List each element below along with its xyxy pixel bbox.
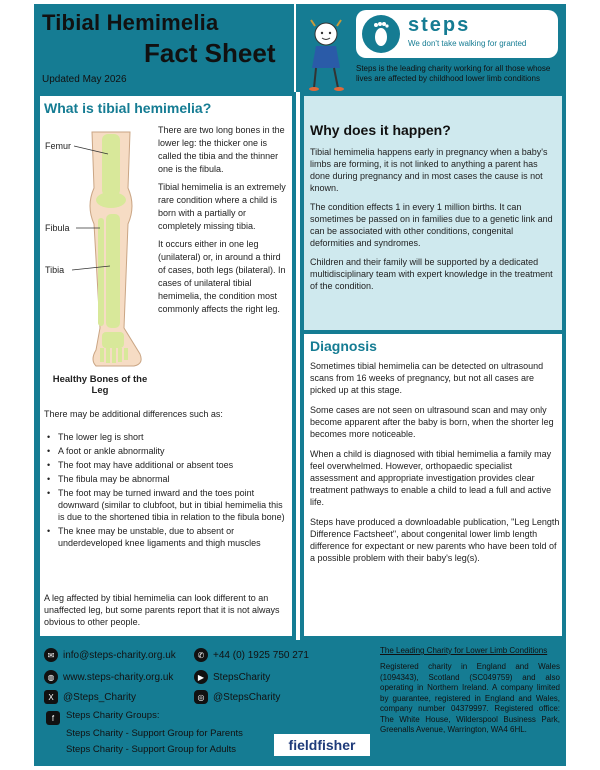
right-column — [300, 92, 566, 640]
youtube-handle[interactable]: StepsCharity — [213, 671, 271, 683]
what-title: What is tibial hemimelia? — [44, 100, 212, 116]
mascot-illustration — [300, 18, 354, 92]
instagram-contact[interactable] — [194, 690, 280, 704]
email-icon: ✉ — [44, 648, 58, 662]
tibia-label: Tibia — [45, 265, 65, 275]
list-item: • The fibula may be abnormal — [44, 473, 290, 485]
website-link[interactable]: www.steps-charity.org.uk — [63, 671, 174, 683]
logo-tagline: We don't take walking for granted — [408, 39, 527, 48]
website-contact[interactable] — [44, 670, 173, 684]
diagnosis-text — [310, 360, 560, 572]
brand-block — [296, 4, 566, 92]
instagram-handle[interactable]: @StepsCharity — [213, 691, 281, 703]
list-item: • A foot or ankle abnormality — [44, 445, 290, 457]
email-contact[interactable] — [44, 648, 176, 662]
leg-bones-diagram — [44, 128, 156, 398]
instagram-icon: ◎ — [194, 690, 208, 704]
diagnosis-paragraph: Steps have produced a downloadable publication, "Leg Length Difference Factsheet", about congenital lower limb length difference for expectant or new parents who have been told of a possible problem with their baby's leg(s). — [310, 517, 560, 563]
diagnosis-title: Diagnosis — [310, 338, 377, 354]
fibula-label: Fibula — [45, 223, 70, 233]
footer — [34, 640, 566, 766]
registration-heading: The Leading Charity for Lower Limb Conditions — [380, 646, 548, 655]
why-paragraph: Children and their family will be supported by a dedicated multidisciplinary team with expert knowledge in the treatment of the condition. — [310, 257, 553, 291]
facebook-icon: f — [46, 711, 60, 725]
intro-paragraph: It occurs either in one leg (unilateral) or, in around a third of cases, both legs (bilateral). In cases of unilateral tibial hemimelia, the condition most commonly affects the right leg. — [158, 239, 286, 314]
intro-paragraph: Tibial hemimelia is an extremely rare condition where a child is born with a partially or completely missing tibia. — [158, 182, 286, 231]
left-column — [34, 92, 296, 640]
differences-list — [44, 431, 290, 551]
email-link[interactable]: info@steps-charity.org.uk — [63, 649, 176, 661]
phone-contact[interactable] — [194, 648, 309, 662]
title-line-1: Tibial Hemimelia — [42, 10, 219, 35]
phone-number[interactable]: +44 (0) 1925 750 271 — [213, 649, 309, 661]
footprint-icon — [362, 15, 400, 53]
registration-text: Registered charity in England and Wales (1094343), Scotland (SC049759) and also operating in Northern Ireland. A company limited by guarantee, registered in England and Wales, company number 04379997. Registered office: The White House, Wilderspool Business Park, Greenalls Avenue, Warrington, WA4 6HL. — [380, 662, 560, 734]
x-twitter-icon: X — [44, 690, 58, 704]
diagnosis-paragraph: Some cases are not seen on ultrasound scan and may only become apparent after the baby is born, when the shorter leg becomes more noticeable. — [310, 405, 554, 439]
outro-text: A leg affected by tibial hemimelia can look different to an unaffected leg, but some parents report that it is not always obvious to other people. — [44, 593, 280, 627]
intro-paragraph: There are two long bones in the lower leg: the thicker one is called the tibia and the thinner one is the fibula. — [158, 125, 285, 174]
femur-label: Femur — [45, 141, 72, 151]
mission-statement: Steps is the leading charity working for all those whose lives are affected by childhood lower limb conditions — [356, 64, 551, 83]
phone-icon: ✆ — [194, 648, 208, 662]
diagnosis-paragraph: Sometimes tibial hemimelia can be detected on ultrasound scans from 16 weeks of pregnancy, but not all cases are picked up at this stage. — [310, 361, 544, 395]
globe-icon: ◍ — [44, 670, 58, 684]
twitter-contact[interactable] — [44, 690, 136, 704]
list-item: • The knee may be unstable, due to absent or underdeveloped knee ligaments and thigh muscles — [44, 525, 290, 549]
title-block — [34, 4, 294, 92]
logo-name: steps — [408, 14, 471, 36]
list-item: • The foot may be turned inward and the toes point downward (similar to clubfoot, but in tibial hemimelia this is due to the shortened tibia in relation to the fibula bone) — [44, 487, 290, 523]
youtube-contact[interactable] — [194, 670, 270, 684]
why-paragraph: The condition effects 1 in every 1 million births. It can sometimes be passed on in families due to a genetic link and can be associated with other conditions, congenital deformities and syndromes. — [310, 202, 553, 248]
youtube-icon: ▶ — [194, 670, 208, 684]
steps-logo — [356, 10, 558, 58]
why-section — [304, 96, 562, 330]
what-section — [40, 96, 292, 636]
list-item: • The lower leg is short — [44, 431, 290, 443]
why-title: Why does it happen? — [310, 122, 451, 138]
title-line-2: Fact Sheet — [144, 38, 276, 68]
intro-text — [158, 124, 290, 321]
why-text — [310, 146, 558, 299]
twitter-handle[interactable]: @Steps_Charity — [63, 691, 136, 703]
why-paragraph: Tibial hemimelia happens early in pregnancy when a baby's limbs are forming, it is not linked to anything a parent has done during pregnancy and in most cases the cause is not known. — [310, 147, 548, 193]
fieldfisher-logo: fieldfisher — [274, 734, 370, 756]
differences-intro: There may be additional differences such as: — [44, 409, 223, 419]
figure-caption: Healthy Bones of the Leg — [52, 374, 148, 396]
diagnosis-paragraph: When a child is diagnosed with tibial hemimelia a family may feel overwhelmed. However, orthopaedic specialist assessment and appropriate investigation provides clear treatment pathways to enable a child to lead a full and active life. — [310, 449, 552, 507]
group-link-adults[interactable]: Steps Charity - Support Group for Adults — [66, 744, 237, 755]
list-item: • The foot may have additional or absent toes — [44, 459, 290, 471]
updated-date: Updated May 2026 — [42, 74, 127, 85]
diagnosis-section — [304, 334, 562, 636]
groups-title: Steps Charity Groups: — [66, 710, 160, 721]
group-link-parents[interactable]: Steps Charity - Support Group for Parents — [66, 728, 243, 739]
header — [34, 4, 566, 92]
